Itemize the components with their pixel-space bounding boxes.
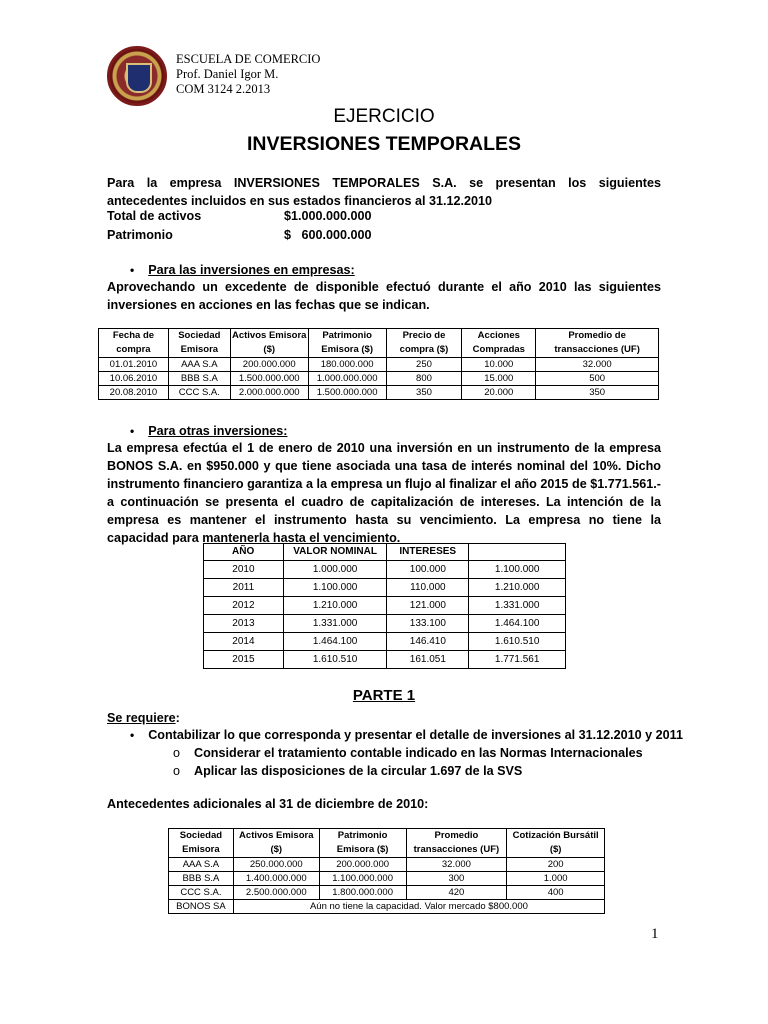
cell: 2.500.000.000 <box>233 886 319 900</box>
table-row <box>99 386 659 400</box>
cell: 1.331.000 <box>283 615 387 633</box>
cell: 350 <box>536 386 659 400</box>
page-subtitle: INVERSIONES TEMPORALES <box>246 133 522 155</box>
cell: 200 <box>507 858 605 872</box>
otras-heading: Para otras inversiones: <box>148 424 288 438</box>
table-header-row <box>204 544 566 561</box>
col-fecha: Fecha de compra <box>99 329 169 358</box>
cell: BBB S.A <box>169 872 234 886</box>
empresas-heading: Para las inversiones en empresas: <box>148 263 355 277</box>
table-row <box>99 358 659 372</box>
capitalization-table <box>203 543 566 669</box>
col-patrimonio: Patrimonio Emisora ($) <box>319 829 406 858</box>
cell: 1.771.561 <box>469 651 566 669</box>
cell: 500 <box>536 372 659 386</box>
table-row <box>204 633 566 651</box>
header-block <box>176 52 320 97</box>
cell: 200.000.000 <box>319 858 406 872</box>
cell: 800 <box>386 372 462 386</box>
cell: 10.000 <box>462 358 536 372</box>
cell: 250.000.000 <box>233 858 319 872</box>
cell: 1.100.000 <box>283 579 387 597</box>
col-patrimonio: Patrimonio Emisora ($) <box>308 329 386 358</box>
col-cotizacion: Cotización Bursátil ($) <box>507 829 605 858</box>
cell: 1.000.000.000 <box>308 372 386 386</box>
patrimonio-value: $ 600.000.000 <box>284 228 372 242</box>
col-valor-nominal: VALOR NOMINAL <box>283 544 387 561</box>
cell: 180.000.000 <box>308 358 386 372</box>
se-requiere <box>107 709 180 727</box>
parte1-heading: PARTE 1 <box>352 687 416 704</box>
col-sociedad: Sociedad Emisora <box>169 829 234 858</box>
cell: 1.210.000 <box>283 597 387 615</box>
sub-bullet-text: Considerar el tratamiento contable indicado en las Normas Internacionales <box>194 746 643 760</box>
cell: 350 <box>386 386 462 400</box>
intro-paragraph: Para la empresa INVERSIONES TEMPORALES S.A. se presentan los siguientes antecedentes incluidos en sus estados financieros al 31.12.2010 <box>107 176 661 208</box>
table-header-row <box>169 829 605 858</box>
cell: CCC S.A. <box>169 886 234 900</box>
cell: 1.210.000 <box>469 579 566 597</box>
course-code: COM 3124 2.2013 <box>176 82 271 96</box>
sub-bullet: o Aplicar las disposiciones de la circular 1.697 de la SVS <box>173 764 523 778</box>
table-row <box>204 561 566 579</box>
cell: 1.500.000.000 <box>230 372 308 386</box>
table-row <box>204 579 566 597</box>
col-acciones: Acciones Compradas <box>462 329 536 358</box>
total-activos-value: $1.000.000.000 <box>284 209 372 223</box>
cell: 1.610.510 <box>283 651 387 669</box>
cell: 121.000 <box>387 597 469 615</box>
bonos-label: BONOS SA <box>169 900 234 914</box>
table-row <box>169 900 605 914</box>
cell: 200.000.000 <box>230 358 308 372</box>
antecedentes-label: Antecedentes adicionales al 31 de diciembre de 2010: <box>107 797 429 811</box>
cell: 1.000.000 <box>283 561 387 579</box>
patrimonio-label: Patrimonio <box>107 228 173 242</box>
cell: 01.01.2010 <box>99 358 169 372</box>
cell: 32.000 <box>406 858 507 872</box>
total-activos-label: Total de activos <box>107 209 202 223</box>
se-requiere-label: Se requiere <box>107 711 176 725</box>
cell: 10.06.2010 <box>99 372 169 386</box>
cell: AAA S.A <box>169 858 234 872</box>
cell: 2012 <box>204 597 284 615</box>
table-row <box>169 858 605 872</box>
col-promedio: Promedio de transacciones (UF) <box>536 329 659 358</box>
col-precio: Precio de compra ($) <box>386 329 462 358</box>
cell: 1.464.100 <box>283 633 387 651</box>
col-total <box>469 544 566 561</box>
table-row <box>169 886 605 900</box>
col-activos: Activos Emisora ($) <box>230 329 308 358</box>
sub-bullet-text: Aplicar las disposiciones de la circular 1.697 de la SVS <box>194 764 523 778</box>
cell: 1.100.000 <box>469 561 566 579</box>
se-requiere-colon: : <box>175 711 180 725</box>
cell: 1.000 <box>507 872 605 886</box>
page-number: 1 <box>651 926 659 942</box>
cell: 2014 <box>204 633 284 651</box>
cell: 1.610.510 <box>469 633 566 651</box>
bonos-note: Aún no tiene la capacidad. Valor mercado $800.000 <box>233 900 604 914</box>
sub-bullet: o Considerar el tratamiento contable indicado en las Normas Internacionales <box>173 746 643 760</box>
professor-name: Prof. Daniel Igor M. <box>176 67 279 81</box>
parte1-bullet: • Contabilizar lo que corresponda y presentar el detalle de inversiones al 31.12.2010 y 2011 <box>130 728 683 742</box>
cell: 2013 <box>204 615 284 633</box>
table-row <box>169 872 605 886</box>
cell: 250 <box>386 358 462 372</box>
cell: CCC S.A. <box>168 386 230 400</box>
col-activos: Activos Emisora ($) <box>233 829 319 858</box>
bullet-empresas: • Para las inversiones en empresas: <box>130 263 355 277</box>
cell: 400 <box>507 886 605 900</box>
cell: 110.000 <box>387 579 469 597</box>
parte1-bullet-text: Contabilizar lo que corresponda y presentar el detalle de inversiones al 31.12.2010 y 2011 <box>148 728 683 742</box>
table-row <box>204 597 566 615</box>
cell: AAA S.A <box>168 358 230 372</box>
table-row <box>204 615 566 633</box>
cell: 20.000 <box>462 386 536 400</box>
empresas-paragraph: Aprovechando un excedente de disponible efectuó durante el año 2010 las siguientes inversiones en acciones en las fechas que se indican. <box>107 280 661 312</box>
additional-data-table <box>168 828 605 914</box>
cell: 1.800.000.000 <box>319 886 406 900</box>
cell: 32.000 <box>536 358 659 372</box>
table-header-row <box>99 329 659 358</box>
investments-table <box>98 328 659 400</box>
col-sociedad: Sociedad Emisora <box>168 329 230 358</box>
cell: 2011 <box>204 579 284 597</box>
cell: 15.000 <box>462 372 536 386</box>
bullet-otras: • Para otras inversiones: <box>130 424 288 438</box>
cell: 2.000.000.000 <box>230 386 308 400</box>
cell: 146.410 <box>387 633 469 651</box>
cell: 1.500.000.000 <box>308 386 386 400</box>
cell: 1.100.000.000 <box>319 872 406 886</box>
cell: 1.331.000 <box>469 597 566 615</box>
cell: 300 <box>406 872 507 886</box>
cell: 161.051 <box>387 651 469 669</box>
cell: 100.000 <box>387 561 469 579</box>
cell: 420 <box>406 886 507 900</box>
otras-paragraph: La empresa efectúa el 1 de enero de 2010 una inversión en un instrumento de la empresa BONOS S.A. en $950.000 y que tiene asociada una tasa de interés nominal del 10%. Dicho instrumento financiero garantiza a la empresa un flujo al finalizar el año 2015 de $1.771.561.- a continuación se presenta el cuadro de capitalización de intereses. La intención de la empresa es mantener el instrumento hasta su vencimiento. La empresa no tiene la capacidad para mantenerla hasta el vencimiento. <box>107 441 661 545</box>
table-row <box>204 651 566 669</box>
col-promedio: Promedio transacciones (UF) <box>406 829 507 858</box>
col-intereses: INTERESES <box>387 544 469 561</box>
col-anio: AÑO <box>204 544 284 561</box>
school-name: ESCUELA DE COMERCIO <box>176 52 321 66</box>
school-seal-logo <box>107 46 167 106</box>
cell: 2010 <box>204 561 284 579</box>
cell: 20.08.2010 <box>99 386 169 400</box>
cell: 1.464.100 <box>469 615 566 633</box>
cell: 1.400.000.000 <box>233 872 319 886</box>
cell: 133.100 <box>387 615 469 633</box>
table-row <box>99 372 659 386</box>
cell: 2015 <box>204 651 284 669</box>
page-title: EJERCICIO <box>333 106 435 127</box>
cell: BBB S.A <box>168 372 230 386</box>
